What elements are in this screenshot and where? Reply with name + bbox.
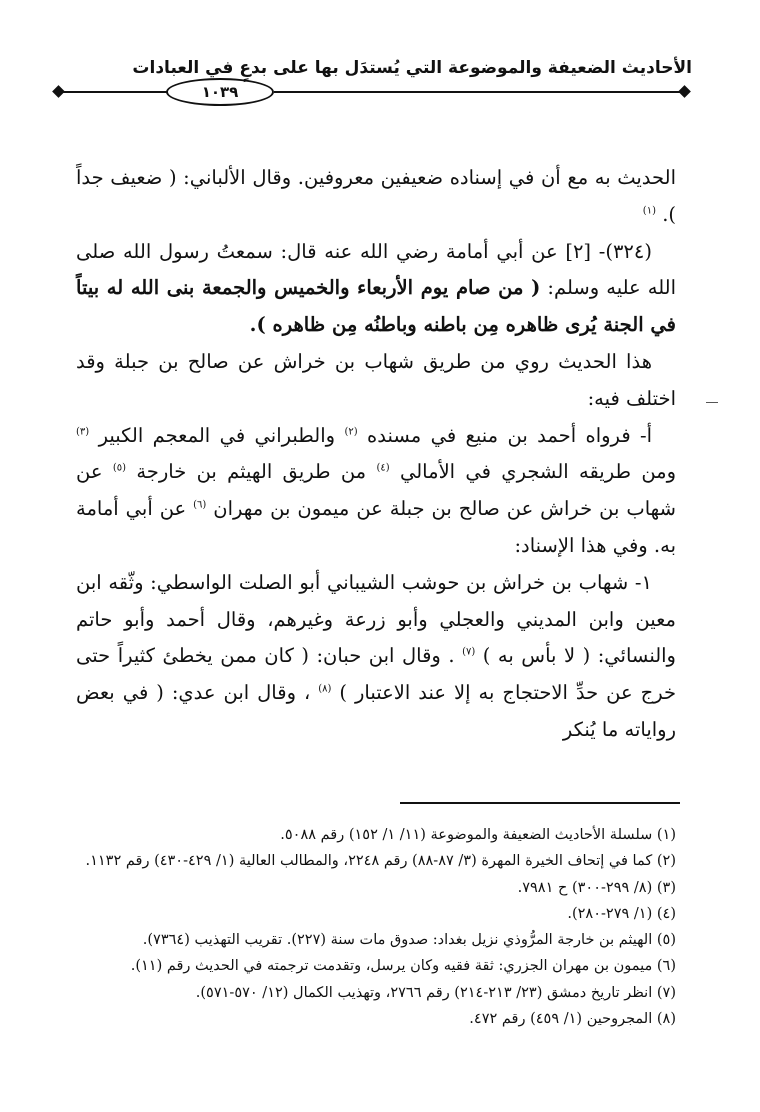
footnote-ref-4[interactable]: (٤)	[376, 462, 390, 474]
footnote-ref-2[interactable]: (٢)	[344, 426, 358, 438]
footnote-5: (٥) الهيثم بن خارجة المرُّوذي نزيل بغداد: صدوق مات سنة (٢٢٧). تقريب التهذيب (٧٣٦٤).	[142, 932, 676, 949]
diamond-ornament-left	[52, 85, 65, 98]
footnote-1: (١) سلسلة الأحاديث الضعيفة والموضوعة (١١/ ١/ ١٥٢) رقم ٥٠٨٨.	[280, 827, 676, 843]
page-header	[52, 58, 692, 106]
footnote-separator	[400, 802, 680, 804]
paragraph-hadith: (٣٢٤)- [٢] عن أبي أمامة رضي الله عنه قال: سمعتُ رسول الله صلى الله عليه وسلم: ( من صام يوم الأربعاء والخميس والجمعة بنى الله له بيتاً في الجنة يُرى ظاهره مِن باطنه وباطنُه مِن ظاهره ).	[76, 239, 677, 337]
footnote-ref-3[interactable]: (٣)	[76, 426, 90, 438]
running-title: الأحاديث الضعيفة والموضوعة التي يُستدَل بها على بدعٍ في العبادات	[132, 58, 692, 78]
footnote-ref-1[interactable]: (١)	[642, 205, 656, 217]
header-rule-left	[62, 91, 168, 93]
footnote-3: (٣) (٨/ ٢٩٩-٣٠٠) ح ٧٩٨١.	[517, 879, 676, 896]
main-text	[76, 160, 676, 749]
footnote-ref-7[interactable]: (٧)	[462, 646, 476, 658]
margin-mark	[706, 402, 718, 403]
paragraph-4: ١- شهاب بن خراش بن حوشب الشيباني أبو الصلت الواسطي: وثّقه ابن معين وابن المديني والعجلي وأبو زرعة وغيرهم، وقال أحمد وأبو حاتم والنسائي: ( لا بأس به ) $^{(٧)}$ . وقال ابن حبان: ( كان ممن يخطئ كثيراً حتى خرج عن حدِّ الاحتجاج به إلا عند الاعتبار ) $^{(٨)}$ ، وقال ابن عدي: ( في بعض رواياته ما يُنكر	[76, 570, 677, 741]
footnote-8: (٨) المجروحين (١/ ٤٥٩) رقم ٤٧٢.	[469, 1011, 676, 1028]
hadith-number: (٣٢٤)- [٢]	[565, 239, 652, 263]
footnote-ref-8[interactable]: (٨)	[318, 683, 332, 695]
footnote-ref-6[interactable]: (٦)	[193, 499, 207, 511]
diamond-ornament-right	[678, 85, 691, 98]
paragraph-3: أ- فرواه أحمد بن منيع في مسنده $^{(٢)}$ والطبراني في المعجم الكبير $^{(٣)}$ ومن طريقه الشجري في الأمالي $^{(٤)}$ من طريق الهيثم بن خارجة $^{(٥)}$ عن شهاب بن خراش عن صالح بن جبلة عن ميمون بن مهران $^{(٦)}$ عن أبي أمامة به. وفي هذا الإسناد:	[76, 423, 677, 557]
page-number: ١٠٣٩	[166, 78, 274, 106]
footnotes	[56, 822, 676, 1032]
hadith-text: ( من صام يوم الأربعاء والخميس والجمعة بنى الله له بيتاً في الجنة يُرى ظاهره مِن باطنه وباطنُه مِن ظاهره ).	[76, 276, 676, 337]
footnote-2: (٢) كما في إتحاف الخيرة المهرة (٣/ ٨٧-٨٨) رقم ٢٢٤٨، والمطالب العالية (١/ ٤٢٩-٤٣٠) رقم ١١٣٢.	[85, 853, 676, 870]
paragraph-1: الحديث به مع أن في إسناده ضعيفين معروفين. وقال الألباني: ( ضعيف جداً ). $^{(١)}$	[76, 166, 676, 226]
footnote-ref-5[interactable]: (٥)	[112, 462, 126, 474]
paragraph-2: هذا الحديث روي من طريق شهاب بن خراش عن صالح بن جبلة وقد اختلف فيه:	[76, 349, 676, 410]
footnote-4: (٤) (١/ ٢٧٩-٢٨٠).	[567, 905, 676, 922]
header-rule-right	[274, 91, 682, 93]
footnote-7: (٧) انظر تاريخ دمشق (٢٣/ ٢١٣-٢١٤) رقم ٢٧٦٦، وتهذيب الكمال (١٢/ ٥٧٠-٥٧١).	[195, 984, 676, 1001]
footnote-6: (٦) ميمون بن مهران الجزري: ثقة فقيه وكان يرسل، وتقدمت ترجمته في الحديث رقم (١١).	[130, 958, 676, 975]
